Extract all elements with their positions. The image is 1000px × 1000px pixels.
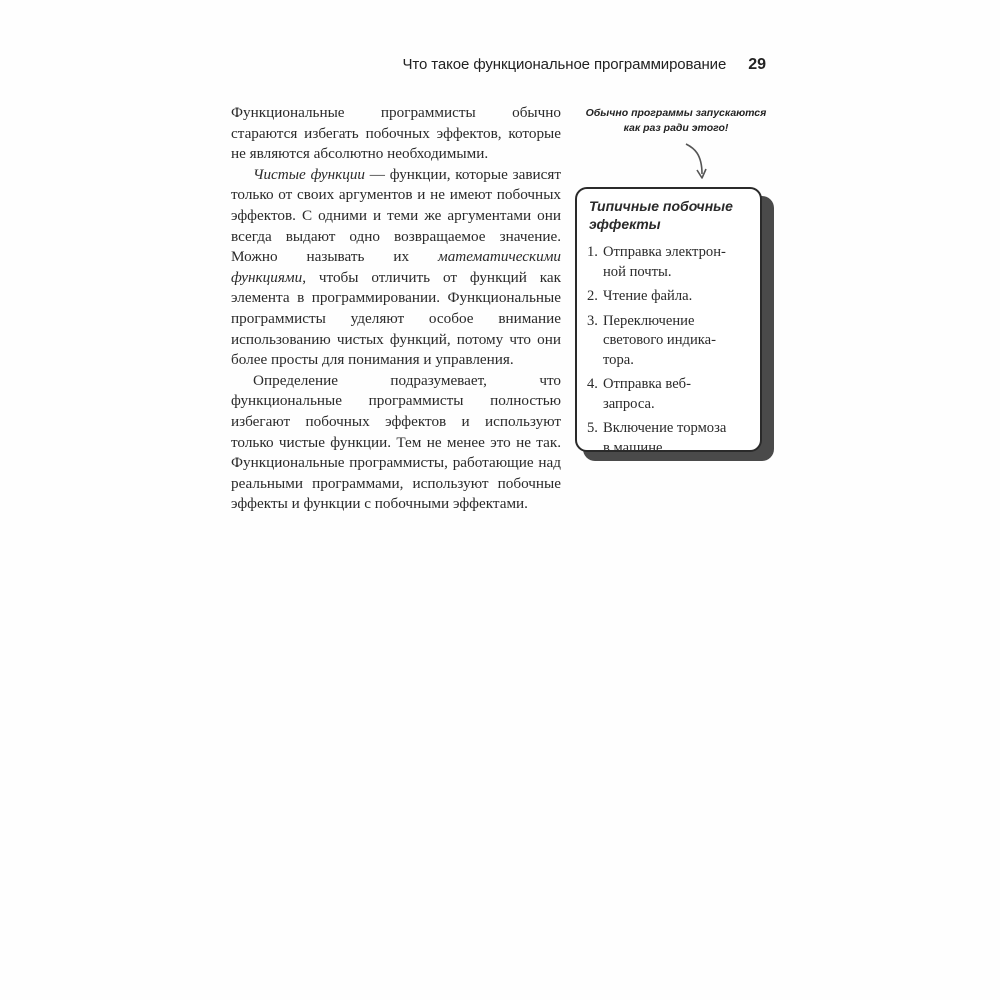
sidebar-title-line-1: Типичные побочные [589, 198, 733, 214]
list-item [587, 375, 750, 414]
list-item-number: 1. [587, 244, 598, 260]
list-item-number: 3. [587, 312, 598, 329]
sidebar-title-line-2: эффекты [589, 216, 661, 232]
paragraph-3: Определение подразумевает, что функциональные программисты полностью избегают побочных эффектов и используют только чистые функции. Тем не менее это не так. Функциональные программисты, работающие над реальными программами, используют побочные эффекты и функции с побочными эффектами. [231, 371, 561, 513]
list-item-number: 4. [587, 376, 598, 392]
body-text [231, 103, 561, 515]
page-number: 29 [748, 56, 766, 73]
paragraph-2 [231, 165, 561, 371]
list-item-text: Отправка веб- запроса. [603, 376, 691, 412]
paragraph-2-part-a: — функции, которые зависят только от своих аргументов и не имеют побочных эффектов. С одними и теми же аргументами они всегда выдают одно возвращаемое значение. Можно называть их [231, 165, 562, 266]
annotation-line-1: Обычно программы запускаются [585, 107, 767, 119]
annotation-line-2: как раз ради этого! [623, 122, 729, 134]
sidebar-title [589, 197, 750, 233]
running-header [403, 56, 767, 74]
term-pure-functions: Чистые функции [253, 165, 366, 183]
list-item [587, 312, 750, 371]
list-item-text: Чтение файла. [603, 288, 693, 304]
side-effects-list [587, 243, 750, 458]
list-item-number: 2. [587, 288, 598, 304]
term-math-functions: математическими функциями [231, 248, 561, 286]
paragraph-1: Функциональные программисты обычно стараются избегать побочных эффектов, которые не являются абсолютно необходимыми. [231, 104, 561, 163]
list-item [587, 419, 750, 458]
list-item-text: Переключение светового индика- тора. [603, 312, 716, 368]
list-item-number: 5. [587, 420, 598, 436]
list-item [587, 243, 750, 282]
list-item-text: Включение тормоза в машине. [603, 420, 727, 456]
side-effects-box [575, 187, 762, 456]
list-item [587, 287, 750, 307]
list-item-text: Отправка электрон- ной почты. [603, 244, 726, 280]
annotation-arrow-icon [672, 140, 722, 184]
chapter-title: Что такое функциональное программирование [402, 56, 727, 73]
paragraph-2-part-b: , чтобы отличить от функций как элемента в программировании. Функциональные программисты уделяют особое внимание использованию чистых функций, потому что они более просты для понимания и управления. [231, 268, 561, 369]
margin-annotation [576, 106, 776, 136]
